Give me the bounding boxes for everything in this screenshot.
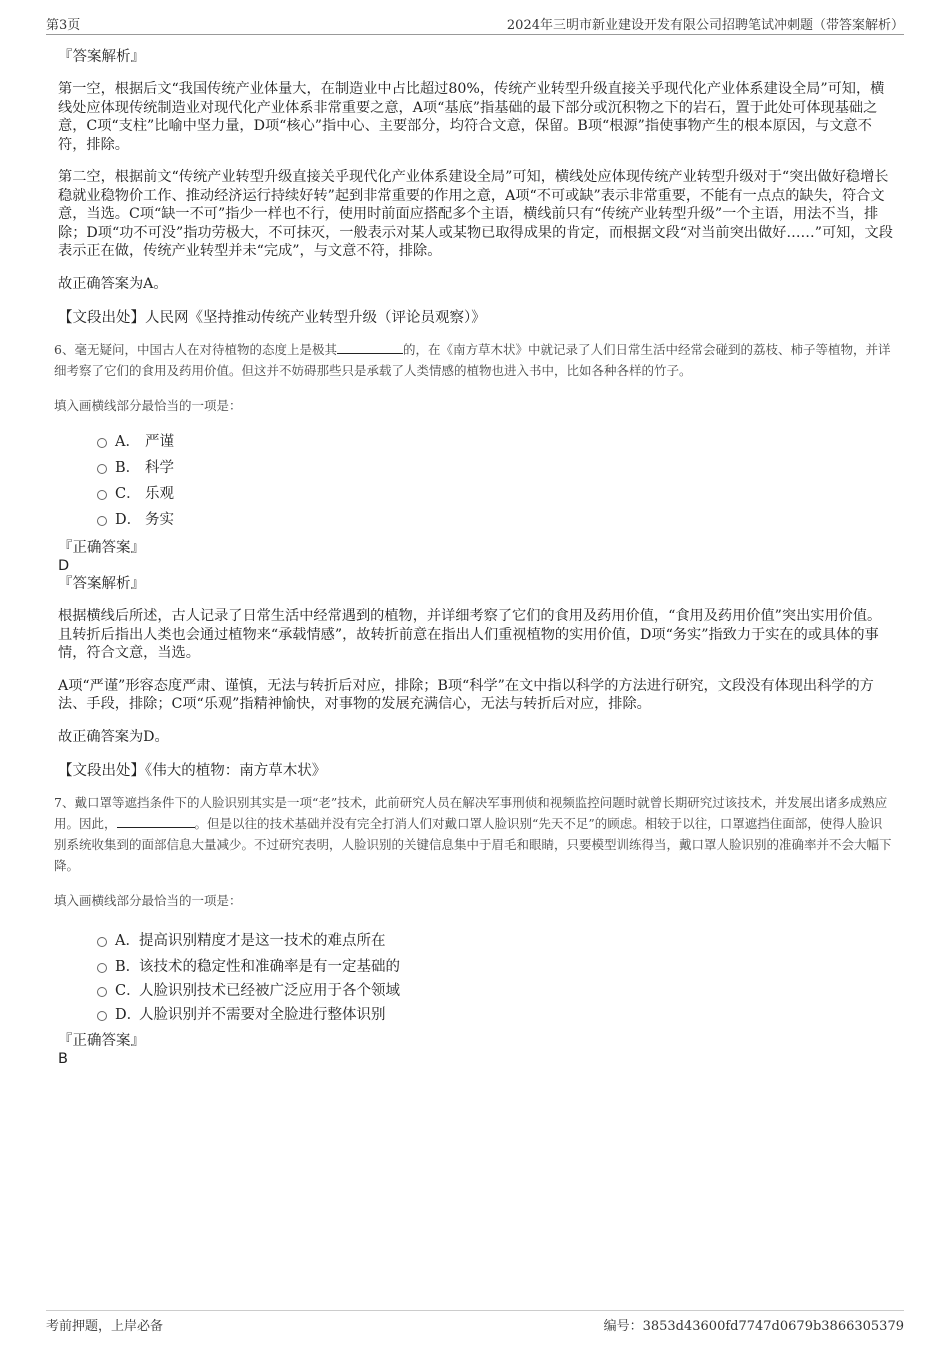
- analysis-paragraph: 第一空，根据后文“我国传统产业体量大，在制造业中占比超过80%，传统产业转型升级直接关乎现代化产业体系建设全局”可知，横线处应体现传统制造业对现代化产业体系非常重要之意，A项“基底”指基础的最下部分或沉积物之下的岩石，置于此处可体现基础之意，C项“支柱”比喻中坚力量，D项“核心”指中心、主要部分，均符合文意，保留。B项“根源”指使事物产生的根本原因，与文意不符，排除。: [58, 81, 885, 153]
- page-header: [46, 14, 904, 35]
- option-b[interactable]: B． 科学: [58, 455, 894, 481]
- radio-button[interactable]: [97, 516, 107, 526]
- question-7-stem: 7、戴口罩等遮挡条件下的人脸识别其实是一项“老”技术，此前研究人员在解决军事刑侦和视频监控问题时就曾长期研究过该技术，并发展出诸多成熟应用。因此， 。但是以往的技术基础并没有完全打消人们对戴口罩人脸识别“先天不足”的顾虑。相较于以往，口罩遮挡住面部，使得人脸识别系统收集到的面部信息大量减少。不过研究表明，人脸识别的关键信息集中于眉毛和眼睛，只要模型训练得当，戴口罩人脸识别的准确率并不会大幅下降。: [54, 795, 892, 873]
- options-list: [58, 429, 894, 533]
- document-title: 2024年三明市新业建设开发有限公司招聘笔试冲刺题（带答案解析）: [506, 18, 904, 33]
- option-b[interactable]: B．该技术的稳定性和准确率是有一定基础的: [58, 954, 894, 980]
- correct-answer: D: [58, 558, 70, 574]
- page-footer: [46, 1310, 904, 1337]
- options-list: [58, 928, 894, 1028]
- page-content: [54, 48, 894, 1068]
- radio-button[interactable]: [97, 987, 107, 997]
- option-a[interactable]: A． 严谨: [58, 429, 894, 455]
- correct-answer: B: [58, 1051, 68, 1067]
- radio-button[interactable]: [97, 963, 107, 973]
- analysis-label: 『答案解析』: [58, 49, 145, 65]
- radio-button[interactable]: [97, 490, 107, 500]
- footer-slogan: 考前押题，上岸必备: [46, 1319, 164, 1334]
- analysis-paragraph: 根据横线后所述，古人记录了日常生活中经常遇到的植物，并详细考察了它们的食用及药用价值，“食用及药用价值”突出实用价值。且转折后指出人类也会通过植物来“承载情感”，故转折前意在指出人们重视植物的实用价值，D项“务实”指致力于实在的或具体的事情，符合文意，当选。: [58, 608, 882, 661]
- conclusion: 故正确答案为D。: [58, 728, 169, 745]
- option-d[interactable]: D．人脸识别并不需要对全脸进行整体识别: [58, 1002, 894, 1028]
- source-citation: 【文段出处】《伟大的植物：南方草木状》: [58, 763, 327, 779]
- radio-button[interactable]: [97, 1011, 107, 1021]
- option-c[interactable]: C．人脸识别技术已经被广泛应用于各个领域: [58, 980, 894, 1002]
- option-a[interactable]: A．提高识别精度才是这一技术的难点所在: [58, 928, 894, 954]
- conclusion: 故正确答案为A。: [58, 275, 168, 292]
- document-id: 编号：3853d43600fd7747d0679b3866305379: [603, 1319, 904, 1334]
- blank-line: [337, 353, 403, 354]
- analysis-paragraph: A项“严谨”形容态度严肃、谨慎，无法与转折后对应，排除；B项“科学”在文中指以科学的方法进行研究，文段没有体现出科学的方法、手段，排除；C项“乐观”指精神愉快，对事物的发展充满信心，无法与转折后对应，排除。: [58, 677, 874, 712]
- source-citation: 【文段出处】人民网《坚持推动传统产业转型升级（评论员观察）》: [58, 310, 486, 326]
- blank-line: [117, 827, 195, 828]
- correct-answer-label: 『正确答案』: [58, 1033, 145, 1049]
- option-d[interactable]: D． 务实: [58, 507, 894, 533]
- page-number: 第3页: [46, 18, 81, 33]
- radio-button[interactable]: [97, 937, 107, 947]
- option-c[interactable]: C． 乐观: [58, 481, 894, 507]
- correct-answer-label: 『正确答案』: [58, 540, 145, 556]
- analysis-label: 『答案解析』: [58, 576, 145, 592]
- question-prompt: 填入画横线部分最恰当的一项是：: [54, 398, 242, 413]
- radio-button[interactable]: [97, 438, 107, 448]
- radio-button[interactable]: [97, 464, 107, 474]
- question-6-stem: 6、毫无疑问，中国古人在对待植物的态度上是极其 的，在《南方草木状》中就记录了人们日常生活中经常会碰到的荔枝、柿子等植物，并详细考察了它们的食用及药用价值。但这并不妨碍那些只是承载了人类情感的植物也进入书中，比如各种各样的竹子。: [54, 342, 891, 378]
- question-prompt: 填入画横线部分最恰当的一项是：: [54, 893, 242, 908]
- analysis-paragraph: 第二空，根据前文“传统产业转型升级直接关乎现代化产业体系建设全局”可知，横线处应体现传统产业转型升级对于“突出做好稳增长稳就业稳物价工作、推动经济运行持续好转”起到非常重要的作用之意，A项“不可或缺”表示非常重要，不能有一点点的缺失，符合文意，当选。C项“缺一不可”指少一样也不行，使用时前面应搭配多个主语，横线前只有“传统产业转型升级”一个主语，用法不当，排除；D项“功不可没”指功劳极大，不可抹灭，一般表示对某人或某物已取得成果的肯定，而根据文段“对当前突出做好……”可知，文段表示正在做，传统产业转型并未“完成”，与文意不符，排除。: [58, 169, 893, 259]
